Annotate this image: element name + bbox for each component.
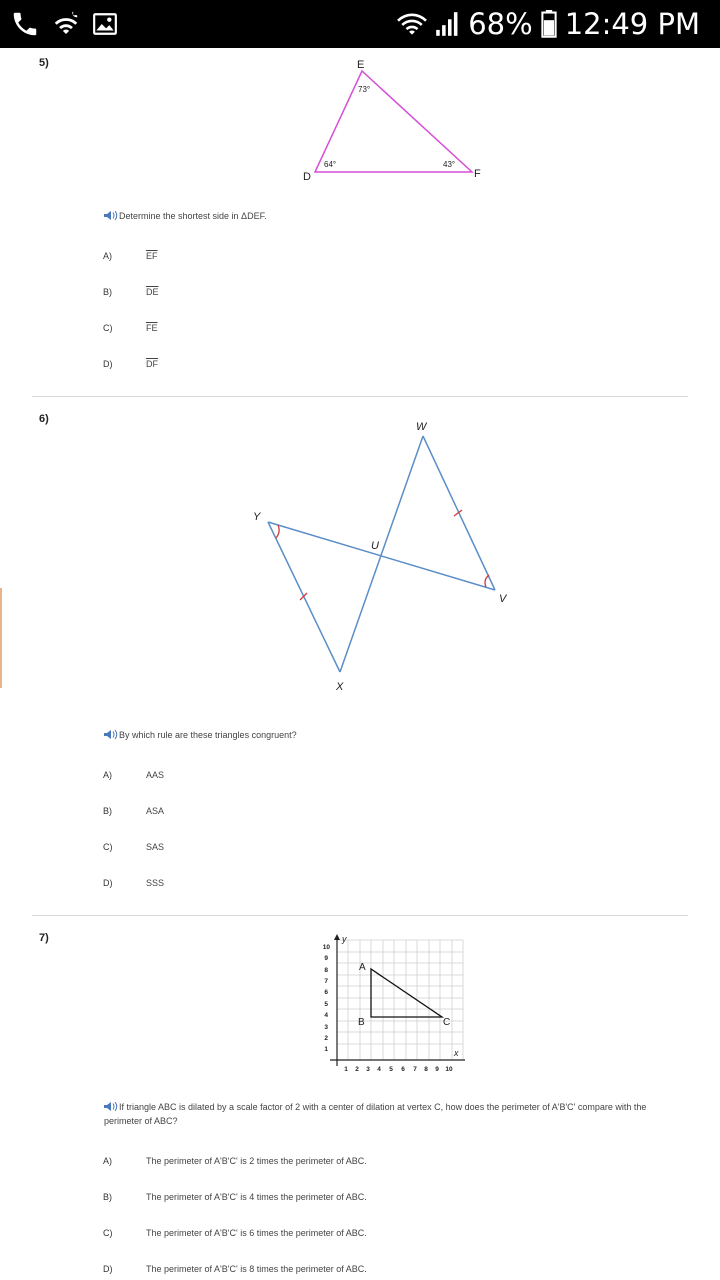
scroll-indicator: [0, 588, 2, 688]
q7-option-c-letter: C): [103, 1228, 113, 1238]
question-6-prompt: [104, 728, 674, 742]
signal-icon: [436, 11, 460, 37]
y-tick: 3: [324, 1024, 328, 1031]
y-tick: 4: [324, 1012, 328, 1019]
vertex-f-label: F: [474, 168, 481, 180]
label-y: Y: [253, 511, 261, 523]
angle-f-label: 43°: [443, 160, 456, 169]
system-status: [396, 0, 700, 48]
triangle-abc: [371, 969, 442, 1017]
q6-option-b-letter: B): [103, 806, 112, 816]
q6-option-a-letter: A): [103, 770, 112, 780]
q7-option-a[interactable]: The perimeter of A'B'C' is 2 times the perimeter of ABC.: [146, 1156, 367, 1166]
q7-option-a-letter: A): [103, 1156, 112, 1166]
q5-option-a[interactable]: $\overline{EF}$: [146, 251, 158, 261]
y-tick: 1: [324, 1046, 328, 1053]
question-7-number: 7): [39, 932, 49, 944]
x-axis-label: x: [454, 1048, 459, 1058]
x-tick: 7: [413, 1066, 417, 1073]
speaker-icon[interactable]: [104, 211, 118, 220]
q5-option-b[interactable]: $\overline{DE}$: [146, 287, 159, 297]
q5-option-c-letter: C): [103, 323, 113, 333]
status-bar: [0, 0, 720, 48]
vertex-e-label: E: [357, 59, 365, 71]
x-tick: 5: [389, 1066, 393, 1073]
triangle-def-figure: [290, 56, 500, 186]
question-7-prompt: [104, 1100, 674, 1128]
y-tick: 9: [324, 955, 328, 962]
phone-icon: [10, 9, 40, 39]
q6-option-c[interactable]: SAS: [146, 842, 165, 852]
q7-option-c[interactable]: The perimeter of A'B'C' is 6 times the perimeter of ABC.: [146, 1228, 367, 1238]
q6-option-d-letter: D): [103, 878, 113, 888]
q5-option-d-letter: D): [103, 359, 113, 369]
grid-lines: [337, 940, 463, 1060]
y-tick: 6: [324, 989, 328, 996]
question-divider: [32, 396, 688, 397]
y-axis-label: y: [342, 934, 347, 944]
wifi-call-icon: [50, 9, 82, 39]
battery-percent: 68%: [468, 7, 533, 41]
question-6-prompt-text: By which rule are these triangles congruent?: [119, 730, 297, 740]
q5-option-d[interactable]: $\overline{DF}$: [146, 359, 158, 369]
x-tick: 4: [377, 1066, 381, 1073]
battery-icon: [541, 10, 557, 38]
angle-d-label: 64°: [324, 160, 337, 169]
clock: 12:49 PM: [564, 7, 700, 41]
q5-option-a-letter: A): [103, 251, 112, 261]
bowtie-triangles-figure: [240, 410, 530, 700]
question-6-number: 6): [39, 413, 49, 425]
q6-option-b[interactable]: ASA: [146, 806, 165, 816]
x-tick: 10: [445, 1066, 453, 1073]
label-v: V: [499, 593, 507, 605]
q7-option-b[interactable]: The perimeter of A'B'C' is 4 times the perimeter of ABC.: [146, 1192, 367, 1202]
worksheet-page[interactable]: [0, 48, 720, 1280]
notification-icons: [10, 8, 118, 40]
speaker-icon[interactable]: [104, 1102, 118, 1111]
x-tick: 8: [424, 1066, 428, 1073]
x-tick: 9: [435, 1066, 439, 1073]
question-divider: [32, 915, 688, 916]
question-5-number: 5): [39, 57, 49, 69]
point-b-label: B: [358, 1017, 365, 1028]
vertex-d-label: D: [303, 171, 311, 183]
q5-option-b-letter: B): [103, 287, 112, 297]
question-5-prompt-text: Determine the shortest side in ΔDEF.: [119, 211, 267, 221]
label-u: U: [371, 540, 379, 552]
y-tick: 8: [324, 967, 328, 974]
x-tick: 6: [401, 1066, 405, 1073]
question-7-prompt-text: If triangle ABC is dilated by a scale factor of 2 with a center of dilation at vertex C, how does the perimeter of A'B'C' compare with the perimeter of ABC?: [104, 1102, 647, 1126]
question-5-prompt: [104, 209, 674, 223]
x-tick: 3: [366, 1066, 370, 1073]
y-tick: 5: [324, 1001, 328, 1008]
label-w: W: [416, 421, 427, 433]
q6-option-a[interactable]: AAS: [146, 770, 165, 780]
q7-option-d[interactable]: The perimeter of A'B'C' is 8 times the perimeter of ABC.: [146, 1264, 367, 1274]
q7-option-b-letter: B): [103, 1192, 112, 1202]
y-tick: 7: [324, 978, 328, 985]
y-tick: 2: [324, 1035, 328, 1042]
x-tick: 1: [344, 1066, 348, 1073]
angle-e-label: 73°: [358, 85, 371, 94]
q5-option-c[interactable]: $\overline{FE}$: [146, 323, 158, 333]
speaker-icon[interactable]: [104, 730, 118, 739]
label-x: X: [336, 681, 344, 693]
q6-option-d[interactable]: SSS: [146, 878, 165, 888]
q7-option-d-letter: D): [103, 1264, 113, 1274]
y-tick: 10: [322, 944, 330, 951]
q6-option-c-letter: C): [103, 842, 113, 852]
coordinate-grid-figure: [310, 932, 470, 1078]
image-icon: [92, 11, 118, 37]
point-a-label: A: [359, 962, 366, 973]
x-tick: 2: [355, 1066, 359, 1073]
wifi-icon: [396, 10, 428, 38]
point-c-label: C: [443, 1017, 451, 1028]
